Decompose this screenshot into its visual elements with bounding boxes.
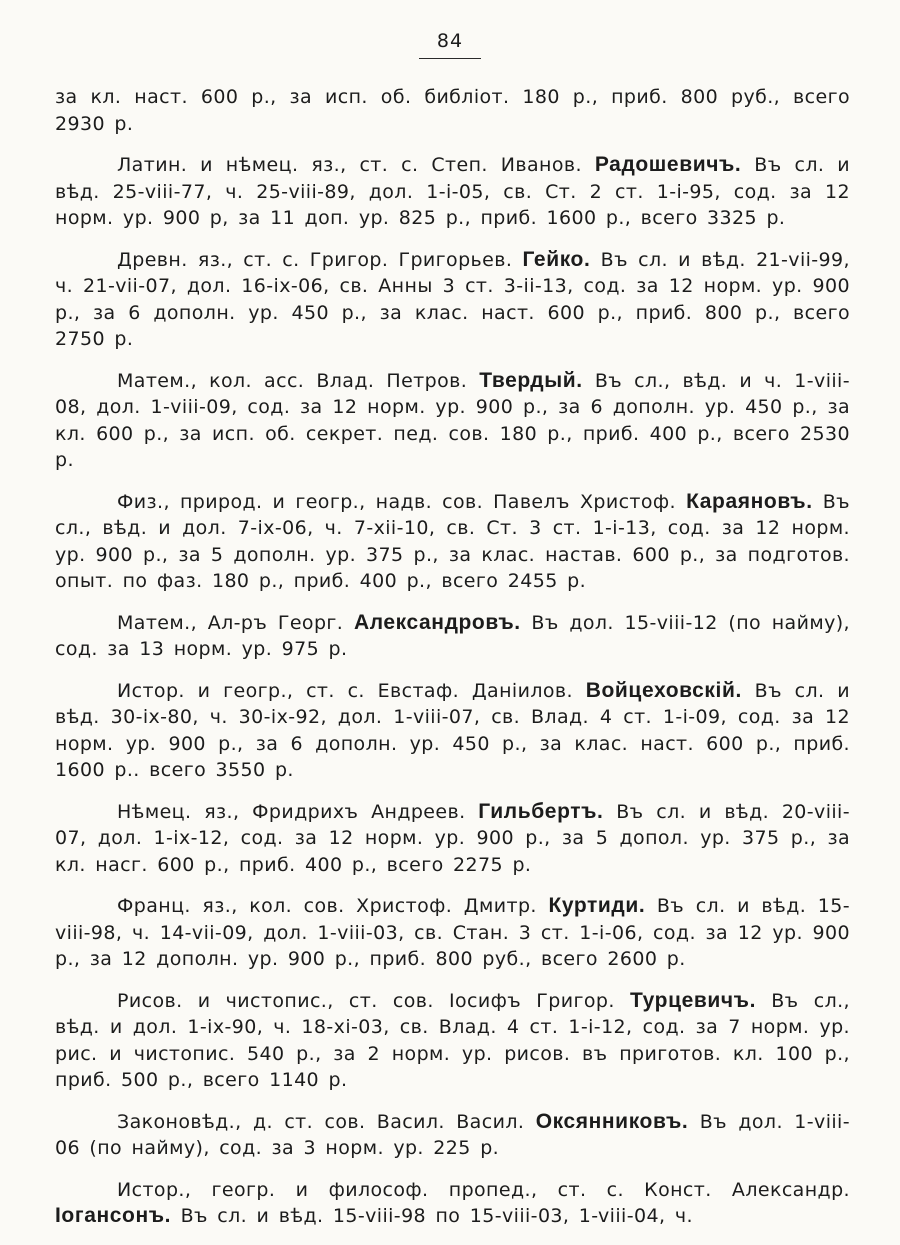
entry-gilbert [55,799,850,879]
document-body [55,84,850,1245]
page-number: 84 [436,30,464,52]
surname: Куртиди. [548,894,646,917]
entry-ioganson [55,1177,850,1230]
entry-tverdyi [55,368,850,474]
entry-subject: Древн. яз., ст. с. Григор. Григорьев. [117,248,513,271]
page-number-rule [419,58,481,59]
entry-details: Въ сл. и вѣд. 15-viii-98, ч. 14-vii-09, дол. 1-viii-03, св. Стан. 3 ст. 1-i-06, сод. за 12 ур. 900 р., за 12 дополн. ур. 900 р., приб. 800 руб., всего 2600 р. [55,895,850,970]
entry-details: Въ сл. и вѣд. 15-viii-98 по 15-viii-03, 1-viii-04, ч. [180,1205,693,1227]
entry-details: Въ сл. и вѣд. 20-viii-07, дол. 1-ix-12, сод. за 12 норм. ур. 900 р., за 5 допол. ур. 375 р., за кл. насг. 600 р., приб. 400 р., всего 2275 р. [55,800,850,876]
entry-details: Въ сл., вѣд. и дол. 1-ix-90, ч. 18-xi-03, св. Влад. 4 ст. 1-i-12, сод. за 7 норм. ур. рис. и чистопис. 540 р., за 2 норм. ур. рисов. въ приготов. кл. 100 р., приб. 500 р., всего 1140 р. [55,989,850,1091]
entry-aleksandrov [55,610,850,663]
paragraph-continuation [55,84,850,137]
surname: Гильбертъ. [478,799,604,823]
entry-subject: Истор. и геогр., ст. с. Евстаф. Даніилов. [117,679,573,702]
entry-details: Въ дол. 1-viii-06 (по найму), сод. за 3 норм. ур. 225 р. [55,1110,850,1159]
entry-subject: Нѣмец. яз., Фридрихъ Андреев. [117,800,466,823]
entry-subject: Матем., Ал-ръ Георг. [117,611,344,634]
entry-oksyannikov [55,1109,850,1162]
entry-details: Въ сл., вѣд. и ч. 1-viii-08, дол. 1-viii-09, сод. за 12 норм. ур. 900 р., за 6 дополн. ур. 450 р., за кл. 600 р., за исп. об. секрет. пед. сов. 180 р., приб. 400 р., всего 2530 р. [55,369,850,471]
entry-voitsekhovskii [55,678,850,784]
surname: Іогансонъ. [55,1204,172,1227]
entry-details: Въ сл. и вѣд. 30-ix-80, ч. 30-ix-92, дол. 1-viii-07, св. Влад. 4 ст. 1-i-09, сод. за 12 норм. ур. 900 р., за 6 дополн. ур. 450 р., за клас. наст. 600 р., приб. 1600 р.. всего 3550 р. [55,679,850,781]
surname: Турцевичъ. [630,988,757,1012]
surname: Войцеховскій. [585,678,742,702]
entry-subject: Физ., природ. и геогр., надв. сов. Павелъ Христоф. [117,490,677,513]
surname: Александровъ. [353,610,521,634]
entry-subject: Матем., кол. асс. Влад. Петров. [117,369,468,392]
entry-details: Въ сл. и вѣд. 25-viii-77, ч. 25-viii-89, дол. 1-i-05, св. Ст. 2 ст. 1-i-95, сод. за 12 норм. ур. 900 р, за 11 доп. ур. 825 р., приб. 1600 р., всего 3325 р. [55,154,850,229]
entry-subject: Франц. яз., кол. сов. Христоф. Дмитр. [117,895,537,917]
surname: Оксянниковъ. [535,1109,689,1133]
surname: Гейко. [522,247,591,271]
entry-subject: Истор., геогр. и философ. пропед., ст. с. Конст. Александр. [117,1178,850,1201]
entry-kurtidi [55,893,850,973]
surname: Твердый. [479,368,583,392]
entry-details: Въ сл. и вѣд. 21-vii-99, ч. 21-vii-07, дол. 16-ix-06, св. Анны 3 ст. 3-ii-13, сод. за 12 норм. ур. 900 р., за 6 дополн. ур. 450 р., за клас. наст. 600 р., приб. 800 р., всего 2750 р. [55,248,850,350]
entry-karayanov [55,489,850,595]
entry-subject: Латин. и нѣмец. яз., ст. с. Степ. Иванов. [117,154,582,176]
paragraph-text: за кл. наст. 600 р., за исп. об. библіот. 180 р., приб. 800 руб., всего 2930 р. [55,86,850,135]
entry-details: Въ сл., вѣд. и дол. 7-ix-06, ч. 7-xii-10, св. Ст. 3 ст. 1-i-13, сод. за 12 норм. ур. 900 р., за 5 дополн. ур. 375 р., за клас. настав. 600 р., за подготов. опыт. по фаз. 180 р., приб. 400 р., всего 2455 р. [55,490,850,592]
entry-turtsevich [55,988,850,1094]
entry-radoshevich [55,152,850,232]
entry-subject: Законовѣд., д. ст. сов. Васил. Васил. [117,1110,525,1133]
entry-geiko [55,247,850,353]
entry-subject: Рисов. и чистопис., ст. сов. Іосифъ Григор. [117,989,615,1012]
entry-details: Въ дол. 15-viii-12 (по найму), сод. за 13 норм. ур. 975 р. [55,611,850,660]
surname: Радошевичъ. [594,153,742,176]
surname: Караяновъ. [686,489,813,513]
